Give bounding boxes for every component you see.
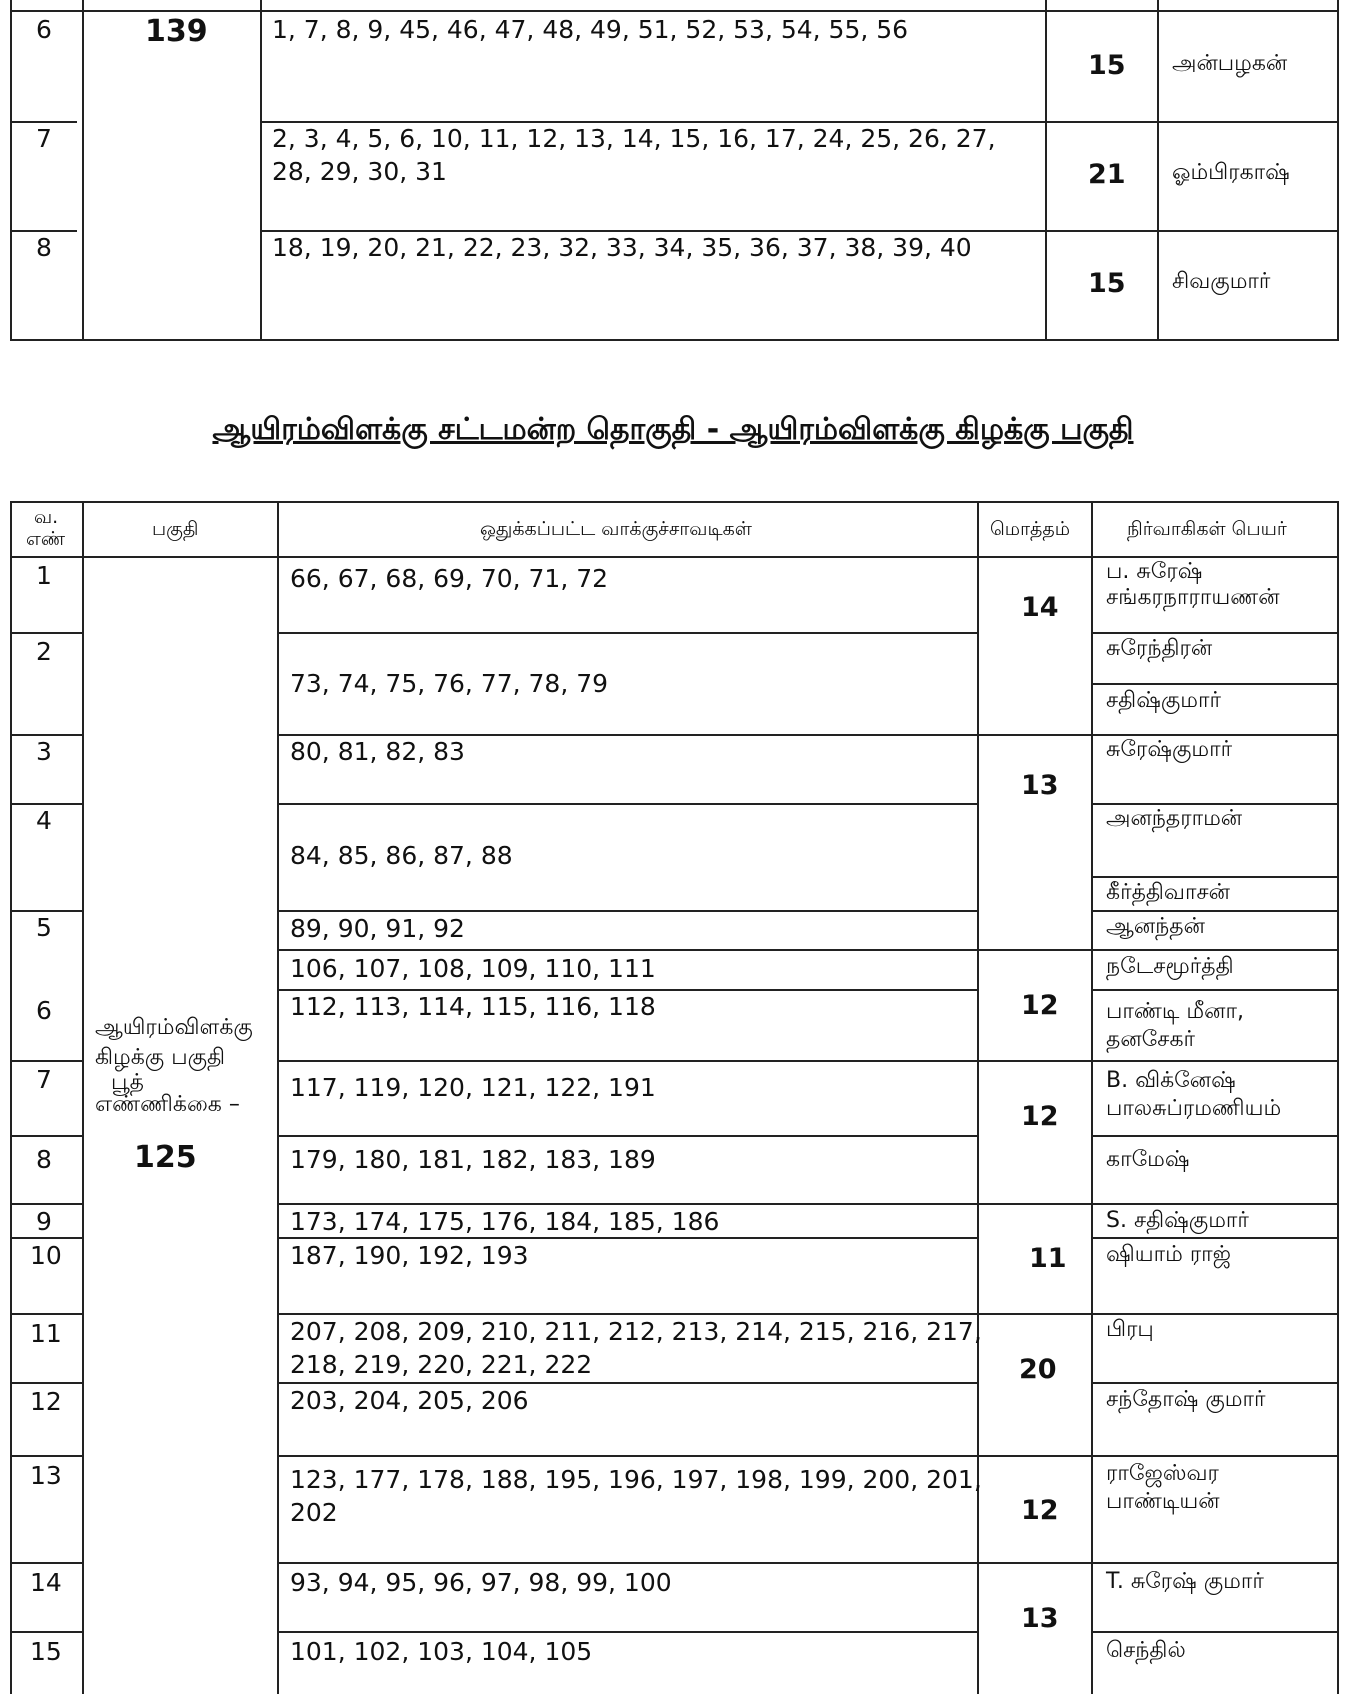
- admin-name: சந்தோஷ் குமார்: [1106, 1387, 1266, 1412]
- admin-name: சதிஷ்குமார்: [1106, 688, 1221, 713]
- admin-name: சிவகுமார்: [1172, 269, 1271, 294]
- total-count: 21: [1088, 159, 1126, 190]
- total-count: 11: [1029, 1243, 1067, 1274]
- booth-list: 2, 3, 4, 5, 6, 10, 11, 12, 13, 14, 15, 16, 17, 24, 25, 26, 27,: [272, 124, 996, 153]
- booth-list: 117, 119, 120, 121, 122, 191: [290, 1073, 656, 1102]
- booth-list: 28, 29, 30, 31: [272, 157, 447, 186]
- sl-number: 10: [30, 1241, 62, 1270]
- admin-name: நடேசமூர்த்தி: [1106, 954, 1234, 979]
- sl-number: 6: [36, 996, 52, 1025]
- booth-list: 106, 107, 108, 109, 110, 111: [290, 954, 656, 983]
- admin-name: பாண்டியன்: [1106, 1489, 1220, 1514]
- admin-name: கீர்த்திவாசன்: [1106, 880, 1230, 905]
- booth-list: 123, 177, 178, 188, 195, 196, 197, 198, 199, 200, 201,: [290, 1465, 982, 1494]
- admin-name: S. சதிஷ்குமார்: [1106, 1208, 1249, 1233]
- booth-list: 101, 102, 103, 104, 105: [290, 1637, 593, 1666]
- total-count: 12: [1021, 1495, 1059, 1526]
- sl-number: 1: [36, 561, 52, 590]
- header-total: மொத்தம்: [990, 518, 1071, 540]
- total-count: 20: [1019, 1354, 1057, 1385]
- admin-name: ராஜேஸ்வர: [1106, 1461, 1219, 1486]
- admin-name: பிரபு: [1106, 1317, 1154, 1342]
- admin-name: சுரேந்திரன்: [1106, 636, 1213, 661]
- admin-name: ப. சுரேஷ்: [1106, 559, 1203, 584]
- area-label: எண்ணிக்கை –: [95, 1092, 240, 1117]
- total-count: 12: [1021, 1101, 1059, 1132]
- booth-list: 112, 113, 114, 115, 116, 118: [290, 992, 656, 1021]
- booth-list: 202: [290, 1498, 338, 1527]
- sl-number: 9: [36, 1207, 52, 1236]
- admin-name: அன்பழகன்: [1172, 51, 1288, 76]
- header-names: நிர்வாகிகள் பெயர்: [1127, 518, 1287, 540]
- booth-list: 18, 19, 20, 21, 22, 23, 32, 33, 34, 35, 36, 37, 38, 39, 40: [272, 233, 972, 262]
- admin-name: சுரேஷ்குமார்: [1106, 737, 1233, 762]
- booth-list: 66, 67, 68, 69, 70, 71, 72: [290, 564, 609, 593]
- sl-number: 7: [36, 1065, 52, 1094]
- admin-name: சங்கரநாராயணன்: [1106, 585, 1280, 610]
- admin-name: T. சுரேஷ் குமார்: [1106, 1569, 1264, 1594]
- sl-number: 3: [36, 737, 52, 766]
- sl-number: 8: [36, 233, 52, 262]
- area-label: ஆயிரம்விளக்கு: [95, 1015, 253, 1040]
- admin-name: செந்தில்: [1106, 1638, 1186, 1663]
- booth-list: 93, 94, 95, 96, 97, 98, 99, 100: [290, 1568, 672, 1597]
- booth-list: 187, 190, 192, 193: [290, 1241, 529, 1270]
- sl-number: 4: [36, 806, 52, 835]
- sl-number: 2: [36, 637, 52, 666]
- admin-name: தனசேகர்: [1106, 1027, 1196, 1052]
- total-count: 14: [1021, 592, 1059, 623]
- header-booths: ஒதுக்கப்பட்ட வாக்குச்சாவடிகள்: [480, 518, 752, 540]
- booth-list: 218, 219, 220, 221, 222: [290, 1350, 593, 1379]
- admin-name: B. விக்னேஷ்: [1106, 1068, 1236, 1093]
- booth-list: 73, 74, 75, 76, 77, 78, 79: [290, 669, 609, 698]
- section-title: ஆயிரம்விளக்கு சட்டமன்ற தொகுதி - ஆயிரம்விளக்கு கிழக்கு பகுதி: [212, 412, 1134, 447]
- sl-number: 12: [30, 1387, 62, 1416]
- booth-list: 89, 90, 91, 92: [290, 914, 465, 943]
- booth-list: 80, 81, 82, 83: [290, 737, 465, 766]
- booth-list: 173, 174, 175, 176, 184, 185, 186: [290, 1207, 720, 1236]
- sl-number: 14: [30, 1568, 62, 1597]
- sl-number: 8: [36, 1145, 52, 1174]
- booth-list: 203, 204, 205, 206: [290, 1386, 529, 1415]
- total-count: 15: [1088, 50, 1126, 81]
- area-label: கிழக்கு பகுதி: [95, 1045, 226, 1070]
- total-count: 13: [1021, 770, 1059, 801]
- header-sl: எண்: [26, 528, 66, 550]
- sl-number: 5: [36, 913, 52, 942]
- sl-number: 6: [36, 15, 52, 44]
- booth-list: 84, 85, 86, 87, 88: [290, 841, 513, 870]
- total-count: 12: [1021, 990, 1059, 1021]
- sl-number: 13: [30, 1461, 62, 1490]
- booth-list: 179, 180, 181, 182, 183, 189: [290, 1145, 656, 1174]
- admin-name: ஓம்பிரகாஷ்: [1172, 160, 1290, 185]
- admin-name: காமேஷ்: [1106, 1147, 1190, 1172]
- admin-name: பாலசுப்ரமணியம்: [1106, 1096, 1282, 1121]
- total-count: 15: [1088, 268, 1126, 299]
- booth-list: 207, 208, 209, 210, 211, 212, 213, 214, 215, 216, 217,: [290, 1317, 982, 1346]
- admin-name: ஆனந்தன்: [1106, 914, 1205, 939]
- section-count: 139: [145, 14, 208, 49]
- area-label: பூத்: [111, 1070, 144, 1095]
- sl-number: 11: [30, 1319, 62, 1348]
- area-booth-count: 125: [134, 1140, 197, 1175]
- admin-name: ஷியாம் ராஜ்: [1106, 1242, 1232, 1267]
- admin-name: அனந்தராமன்: [1106, 806, 1243, 831]
- header-sl: வ.: [34, 506, 59, 528]
- header-area: பகுதி: [152, 518, 199, 540]
- booth-list: 1, 7, 8, 9, 45, 46, 47, 48, 49, 51, 52, 53, 54, 55, 56: [272, 15, 909, 44]
- total-count: 13: [1021, 1603, 1059, 1634]
- sl-number: 15: [30, 1637, 62, 1666]
- sl-number: 7: [36, 124, 52, 153]
- admin-name: பாண்டி மீனா,: [1106, 999, 1244, 1024]
